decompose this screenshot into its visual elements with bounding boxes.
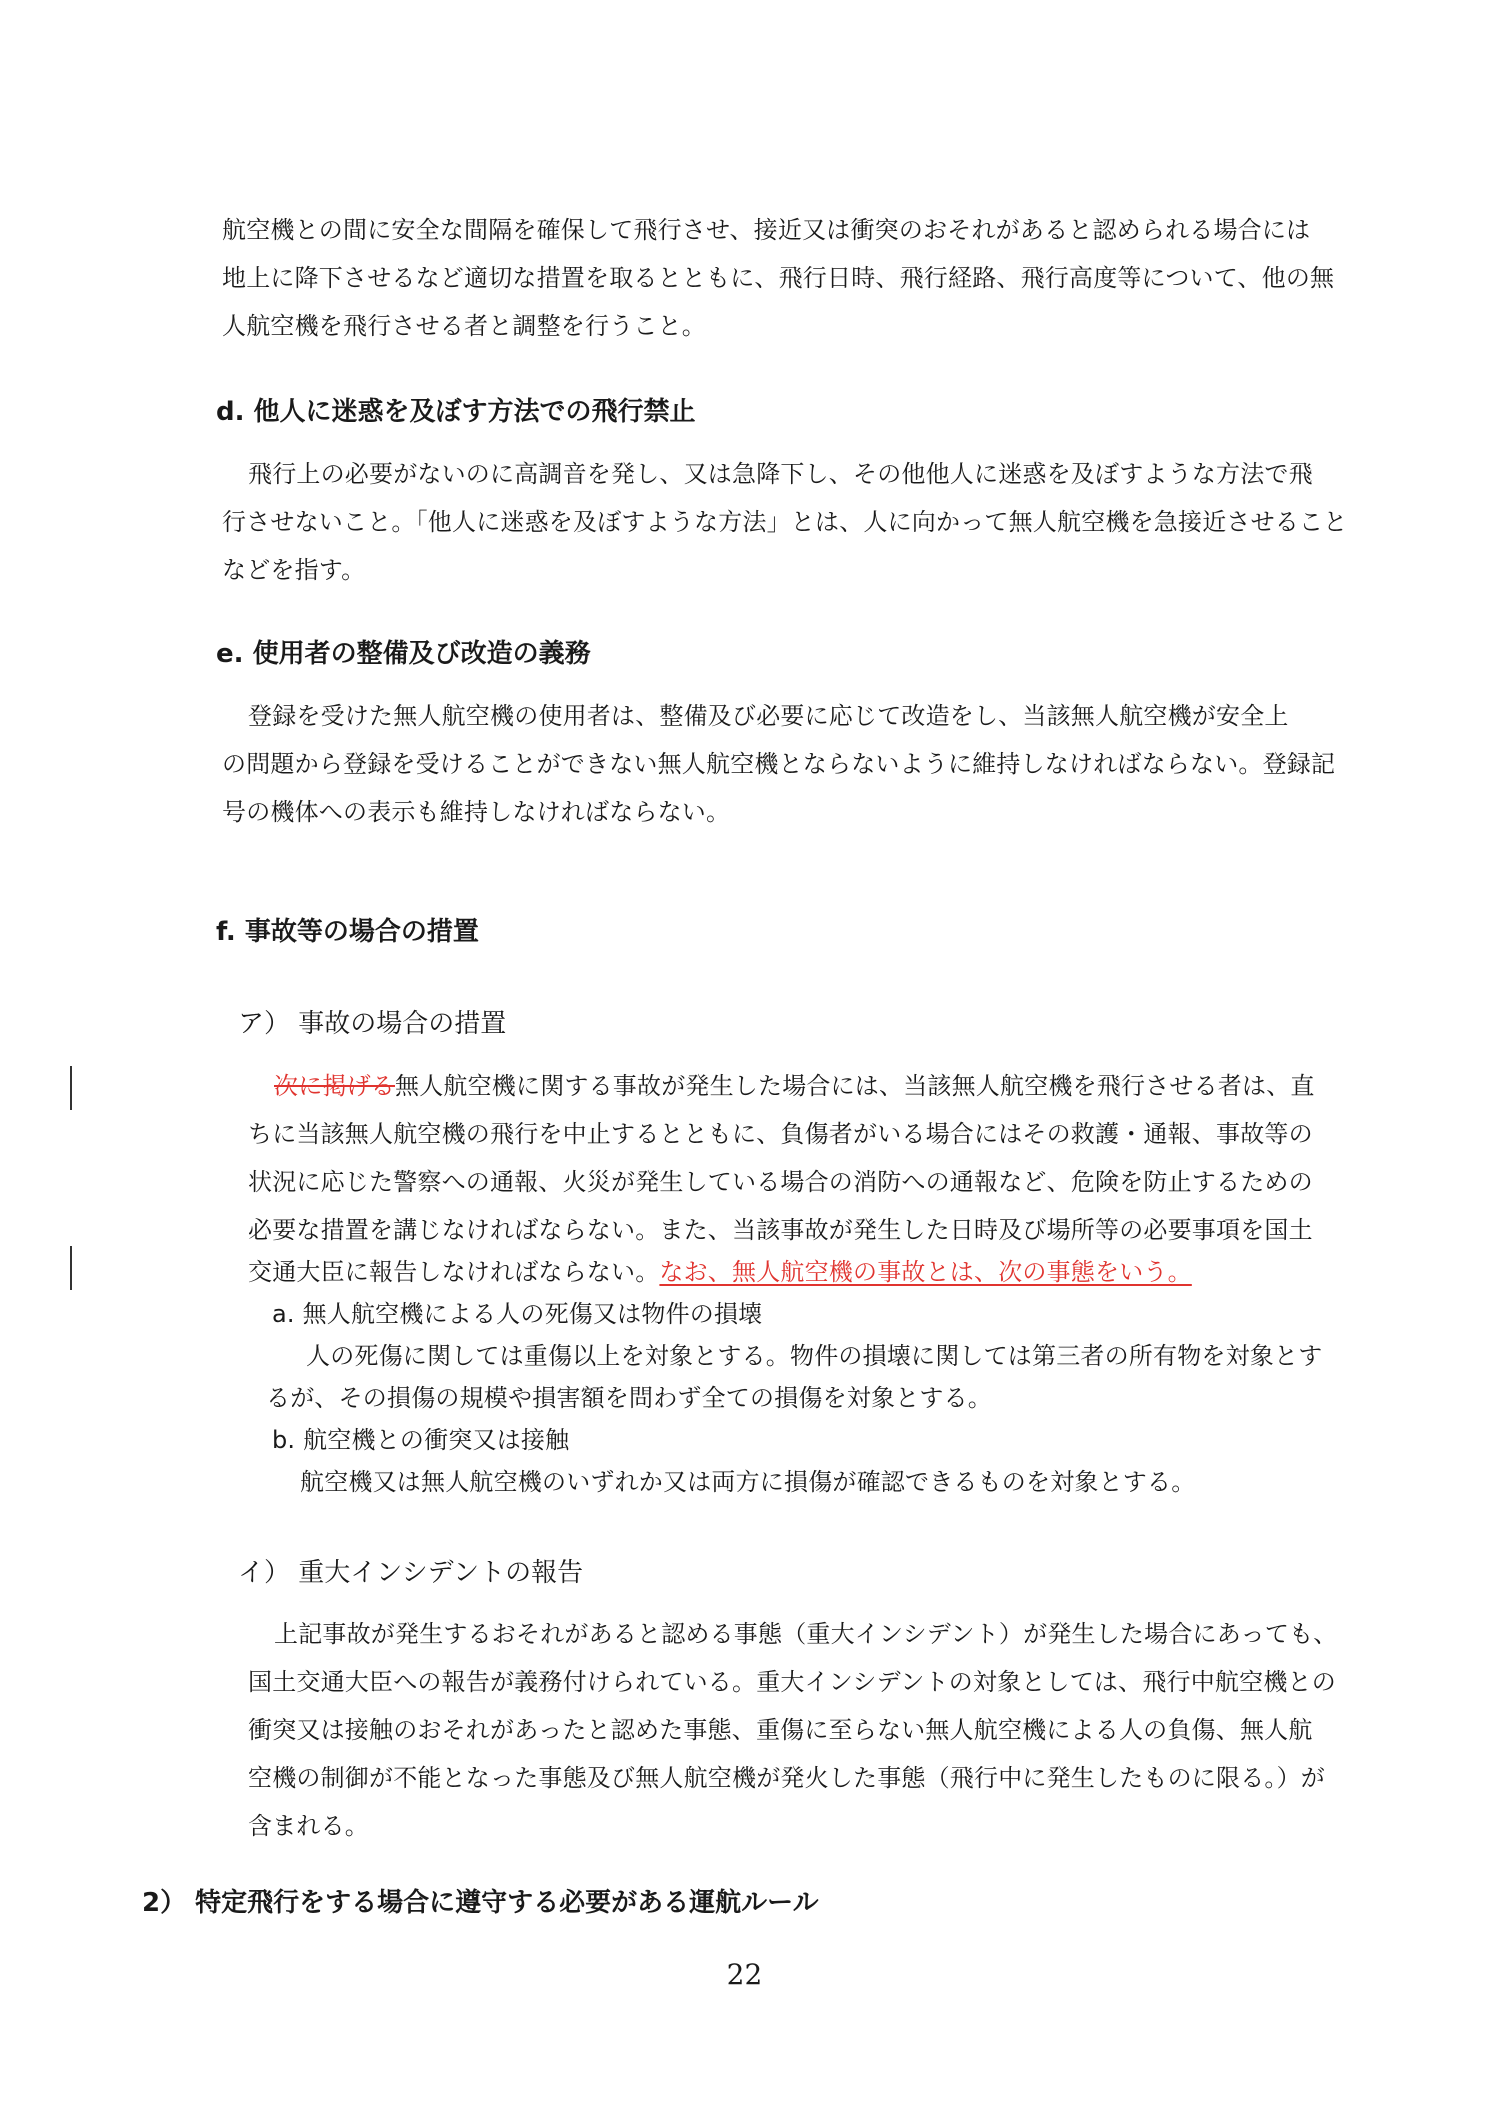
sub-b-line-4: 空機の制御が不能となった事態及び無人航空機が発火した事態（飛行中に発生したものに限る。）が (248, 1764, 1325, 1792)
sub-a-line-3: 状況に応じた警察への通報、火災が発生している場合の消防への通報など、危険を防止するための (248, 1168, 1313, 1196)
item-b-line-1: 航空機又は無人航空機のいずれか又は両方に損傷が確認できるものを対象とする。 (300, 1468, 1196, 1496)
item-a-line-2: るが、その損傷の規模や損害額を問わず全ての損傷を対象とする。 (266, 1384, 992, 1412)
section-2-heading: 2） 特定飛行をする場合に遵守する必要がある運航ルール (142, 1888, 819, 1918)
inserted-text: なお、無人航空機の事故とは、次の事態をいう。 (659, 1258, 1192, 1286)
sub-b-line-5: 含まれる。 (248, 1812, 369, 1840)
sub-a-line-5-text: 交通大臣に報告しなければならない。 (248, 1258, 660, 1286)
revision-change-bar (70, 1066, 72, 1110)
section-d-line-2: 行させないこと。「他人に迷惑を及ぼすような方法」とは、人に向かって無人航空機を急接近させること (222, 508, 1348, 536)
section-d-line-1: 飛行上の必要がないのに高調音を発し、又は急降下し、その他他人に迷惑を及ぼすような方法で飛 (248, 460, 1313, 488)
section-d-heading: d. 他人に迷惑を及ぼす方法での飛行禁止 (216, 397, 696, 427)
section-f-sub-b-heading: イ） 重大インシデントの報告 (238, 1558, 584, 1588)
sub-a-line-1 (274, 1070, 1315, 1102)
sub-b-line-1: 上記事故が発生するおそれがあると認める事態（重大インシデント）が発生した場合にあっても、 (274, 1620, 1338, 1648)
section-f-sub-a-heading: ア） 事故の場合の措置 (238, 1009, 507, 1039)
section-e-line-3: 号の機体への表示も維持しなければならない。 (222, 798, 731, 826)
item-a-title: a. 無人航空機による人の死傷又は物件の損壊 (272, 1300, 763, 1328)
revision-change-bar (70, 1246, 72, 1290)
section-e-heading: e. 使用者の整備及び改造の義務 (216, 639, 591, 669)
section-f-heading: f. 事故等の場合の措置 (216, 917, 479, 947)
section-d-line-3: などを指す。 (222, 556, 366, 584)
sub-a-line-1-text: 無人航空機に関する事故が発生した場合には、当該無人航空機を飛行させる者は、直 (395, 1072, 1315, 1100)
intro-line-2: 地上に降下させるなど適切な措置を取るとともに、飛行日時、飛行経路、飛行高度等について、他の無 (222, 264, 1335, 292)
intro-line-1: 航空機との間に安全な間隔を確保して飛行させ、接近又は衝突のおそれがあると認められる場合には (222, 216, 1311, 244)
sub-a-line-4: 必要な措置を講じなければならない。また、当該事故が発生した日時及び場所等の必要事項を国土 (248, 1216, 1313, 1244)
section-e-line-1: 登録を受けた無人航空機の使用者は、整備及び必要に応じて改造をし、当該無人航空機が安全上 (248, 702, 1289, 730)
sub-b-line-3: 衝突又は接触のおそれがあったと認めた事態、重傷に至らない無人航空機による人の負傷、無人航 (248, 1716, 1313, 1744)
sub-a-line-2: ちに当該無人航空機の飛行を中止するとともに、負傷者がいる場合にはその救護・通報、事故等の (248, 1120, 1313, 1148)
deleted-text: 次に掲げる (274, 1072, 395, 1100)
item-b-title: b. 航空機との衝突又は接触 (272, 1426, 570, 1454)
page-number: 22 (726, 1958, 763, 1991)
intro-line-3: 人航空機を飛行させる者と調整を行うこと。 (222, 312, 706, 340)
sub-a-line-5 (248, 1256, 1192, 1288)
section-e-line-2: の問題から登録を受けることができない無人航空機とならないように維持しなければならない。登録記 (222, 750, 1336, 778)
item-a-line-1: 人の死傷に関しては重傷以上を対象とする。物件の損壊に関しては第三者の所有物を対象とす (306, 1342, 1323, 1370)
sub-b-line-2: 国土交通大臣への報告が義務付けられている。重大インシデントの対象としては、飛行中航空機との (248, 1668, 1336, 1696)
